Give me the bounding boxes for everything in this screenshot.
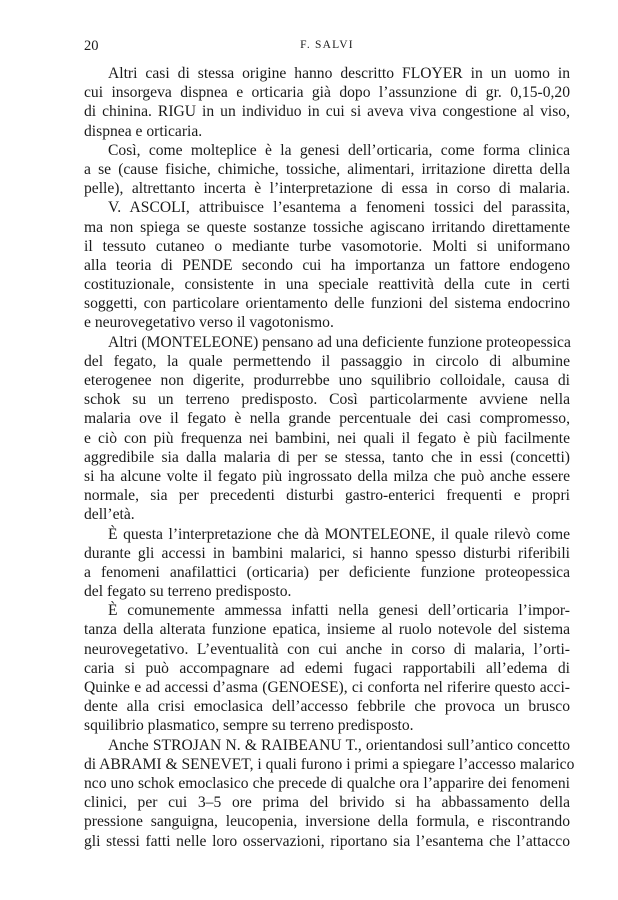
text-line: Così, come molteplice è la genesi dell’orticaria, come forma clinica [108, 141, 570, 159]
text-line: tanza della alterata funzione epatica, insieme al ruolo notevole del sistema [84, 621, 570, 639]
text-line: malaria ove il fegato è nella grande percentuale dei casi compromesso, [84, 410, 570, 428]
text-line: soggetti, con particolare orientamento delle funzioni del sistema endocrino [84, 295, 570, 313]
text-line: pelle), altrettanto incerta è l’interpretazione di essa in corso di malaria. [84, 180, 570, 198]
text-line: pressione sanguigna, leucopenia, inversione della formula, e riscontrando [84, 813, 570, 831]
text-line: clinici, per cui 3–5 ore prima del brivido si ha abbassamento della [84, 794, 570, 812]
text-line: del fegato, la quale permettendo il passaggio in circolo di albumine [84, 352, 570, 370]
text-line: Anche STROJAN N. & RAIBEANU T., orientandosi sull’antico concetto [108, 736, 570, 754]
text-line: schok su un terreno predisposto. Così particolarmente avviene nella [84, 391, 570, 409]
text-line: nco uno schok emoclasico che precede di qualche ora l’apparire dei fenomeni [84, 774, 570, 792]
text-line: a se (cause fisiche, chimiche, tossiche, alimentari, irritazione diretta della [84, 160, 570, 178]
text-line: dispnea e orticaria. [84, 122, 203, 140]
page-number: 20 [84, 38, 99, 54]
text-line: cui insorgeva dispnea e orticaria già dopo l’assunzione di gr. 0,15-0,20 [84, 84, 570, 102]
text-line: eterogenee non digerite, produrrebbe uno squilibrio colloidale, causa di [84, 372, 570, 389]
text-line: aggredibile sia dalla malaria di per se stessa, tanto che in essi (concetti) [84, 448, 570, 466]
text-line: gli stessi fatti nelle loro osservazioni, riportano sia l’esantema che l’attacco [84, 832, 570, 850]
text-line: del fegato su terreno predisposto. [84, 583, 292, 601]
running-head: F. SALVI [300, 39, 354, 51]
text-line: V. ASCOLI, attribuisce l’esantema a fenomeni tossici del parassita, [108, 199, 570, 217]
text-line: dente alla crisi emoclasica dell’accesso febbrile che provoca un brusco [84, 698, 570, 716]
text-line: caria si può accompagnare ad edemi fugaci rapportabili all’edema di [84, 659, 570, 677]
text-line: a fenomeni anafilattici (orticaria) per deficiente funzione proteopessica [84, 563, 570, 581]
body-text [84, 64, 575, 851]
text-line: di chinina. RIGU in un individuo in cui si aveva viva congestione al viso, [84, 103, 570, 121]
text-line: Quinke e ad accessi d’asma (GENOESE), ci conforta nel riferire questo acci- [84, 679, 570, 696]
text-line: Altri (MONTELEONE) pensano ad una deficiente funzione proteopessica [108, 333, 571, 351]
text-line: normale, sia per precedenti disturbi gastro-enterici frequenti e propri [84, 487, 570, 505]
text-line: alla teoria di PENDE secondo cui ha importanza un fattore endogeno [84, 256, 570, 274]
text-line: il tessuto cutaneo o mediante turbe vasomotorie. Molti si uniformano [84, 237, 570, 255]
text-line: di ABRAMI & SENEVET, i quali furono i primi a spiegare l’accesso malarico [84, 755, 575, 773]
text-line: e ciò con più frequenza nei bambini, nei quali il fegato è più facilmente [84, 429, 570, 447]
text-line: dell’età. [84, 506, 135, 524]
text-line: durante gli accessi in bambini malarici, si hanno spesso disturbi riferibili [84, 544, 570, 562]
text-line: È comunemente ammessa infatti nella genesi dell’orticaria l’impor- [108, 602, 570, 620]
text-line: neurovegetativo. L’eventualità con cui anche in corso di malaria, l’orti- [84, 640, 570, 658]
text-line: e neurovegetativo verso il vagotonismo. [84, 314, 334, 332]
text-line: squilibrio plasmatico, sempre su terreno predisposto. [84, 717, 414, 735]
text-line: costituzionale, consistente in una speciale reattività della cute in certi [84, 276, 570, 294]
text-line: È questa l’interpretazione che dà MONTELEONE, il quale rilevò come [108, 525, 570, 543]
text-line: Altri casi di stessa origine hanno descritto FLOYER in un uomo in [108, 65, 570, 82]
text-line: ma non spiega se queste sostanze tossiche agiscano irritando direttamente [84, 218, 570, 236]
page-header [84, 38, 570, 58]
text-line: si ha alcune volte il fegato più ingrossato della milza che può anche essere [84, 467, 570, 485]
